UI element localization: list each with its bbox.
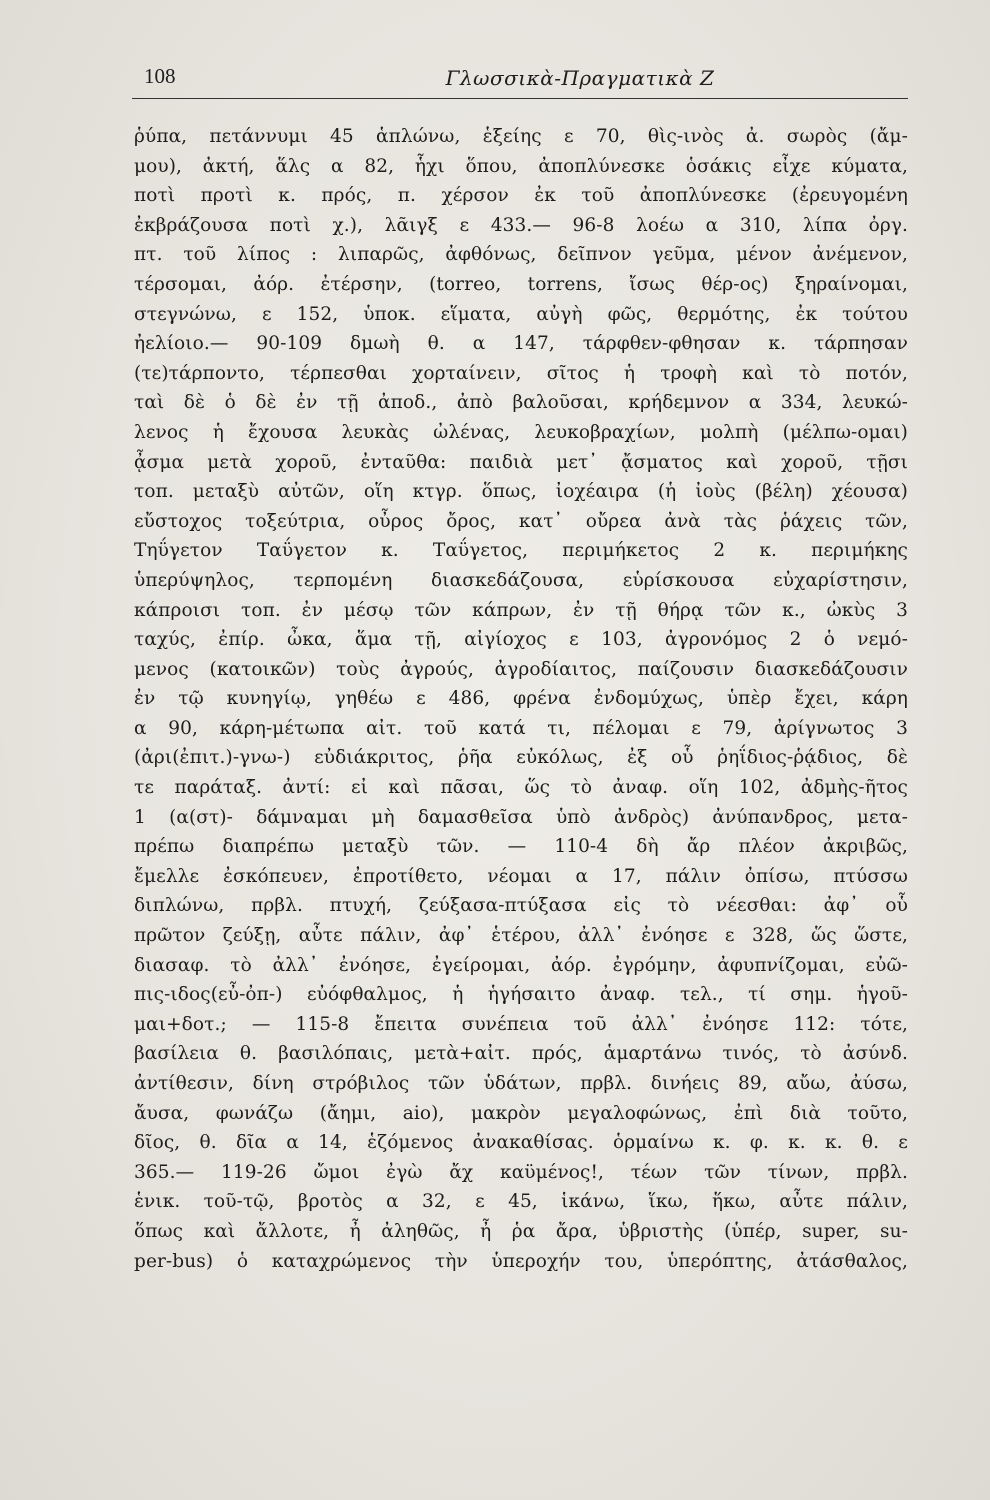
text-line: λενος ἡ ἔχουσα λευκὰς ὠλένας, λευκοβραχίων, μολπὴ (μέλπω-ομαι) — [134, 421, 908, 443]
text-line: α 90, κάρη-μέτωπα αἰτ. τοῦ κατά τι, πέλομαι ε 79, ἀρίγνωτος 3 — [134, 717, 908, 739]
text-line: πτ. τοῦ λίπος : λιπαρῶς, ἀφθόνως, δεῖπνον γεῦμα, μένον ἀνέμενον, — [134, 244, 908, 266]
text-line: εὔστοχος τοξεύτρια, οὖρος ὄρος, κατ᾽ οὔρεα ἀνὰ τὰς ῥάχεις τῶν, — [134, 510, 908, 532]
text-line: ᾆσμα μετὰ χοροῦ, ἐνταῦθα: παιδιὰ μετ᾽ ᾄσματος καὶ χοροῦ, τῇσι — [134, 451, 908, 473]
text-line: ταχύς, ἐπίρ. ὦκα, ἅμα τῇ, αἰγίοχος ε 103, ἀγρονόμος 2 ὁ νεμό- — [134, 629, 908, 651]
text-line: τε παράταξ. ἀντί: εἰ καὶ πᾶσαι, ὥς τὸ ἀναφ. οἵη 102, ἀδμὴς-ῆτος — [134, 777, 908, 799]
text-line: ὅπως καὶ ἄλλοτε, ἦ ἀληθῶς, ἦ ῥα ἄρα, ὑβριστὴς (ὑπέρ, super, su- — [134, 1220, 908, 1242]
text-line: πρῶτον ζεύξῃ, αὖτε πάλιν, ἀφ᾽ ἑτέρου, ἀλλ᾽ ἐνόησε ε 328, ὥς ὥστε, — [134, 925, 908, 947]
text-line: πρέπω διαπρέπω μεταξὺ τῶν. — 110-4 δὴ ἄρ πλέον ἀκριβῶς, — [134, 836, 908, 858]
text-line: ἐκβράζουσα ποτὶ χ.), λᾶιγξ ε 433.— 96-8 λοέω α 310, λίπα ὀργ. — [134, 214, 908, 236]
text-line: ἠελίοιο.— 90-109 δμωὴ θ. α 147, τάρφθεν-φθησαν κ. τάρπησαν — [134, 333, 908, 355]
text-line: per-bus) ὁ καταχρώμενος τὴν ὑπεροχήν του, ὑπερόπτης, ἀτάσθαλος, — [134, 1250, 908, 1272]
text-line: ἔμελλε ἐσκόπευεν, ἐπροτίθετο, νέομαι α 17, πάλιν ὀπίσω, πτύσσω — [134, 865, 908, 887]
text-line: στεγνώνω, ε 152, ὑποκ. εἵματα, αὐγὴ φῶς, θερμότης, ἐκ τούτου — [134, 303, 908, 325]
commentary-text — [134, 122, 908, 1276]
text-line: διασαφ. τὸ ἀλλ᾽ ἐνόησε, ἐγείρομαι, ἀόρ. ἐγρόμην, ἀφυπνίζομαι, εὐῶ- — [134, 954, 908, 976]
text-line: ῥύπα, πετάννυμι 45 ἁπλώνω, ἑξείης ε 70, θὶς-ινὸς ἀ. σωρὸς (ἄμ- — [134, 126, 908, 147]
page-header — [132, 62, 908, 99]
text-line: ἀντίθεσιν, δίνη στρόβιλος τῶν ὑδάτων, πρβλ. δινήεις 89, αὔω, ἀύσω, — [134, 1073, 908, 1094]
running-title: Γλωσσικὰ-Πραγματικὰ Ζ — [445, 66, 715, 90]
text-line: ὑπερύψηλος, τερπομένη διασκεδάζουσα, εὑρίσκουσα εὐχαρίστησιν, — [134, 569, 908, 591]
text-line: μαι+δοτ.; — 115-8 ἔπειτα συνέπεια τοῦ ἀλλ᾽ ἐνόησε 112: τότε, — [134, 1013, 908, 1035]
text-line: 1 (α(στ)- δάμναμαι μὴ δαμασθεῖσα ὑπὸ ἀνδρὸς) ἀνύπανδρος, μετα- — [134, 806, 908, 828]
text-line: ἄυσα, φωνάζω (ἄημι, aio), μακρὸν μεγαλοφώνως, ἐπὶ διὰ τοῦτο, — [134, 1102, 908, 1124]
text-line: Τηΰγετον Ταΰγετον κ. Ταΰγετος, περιμήκετος 2 κ. περιμήκης — [134, 540, 908, 562]
text-line: διπλώνω, πρβλ. πτυχή, ζεύξασα-πτύξασα εἰς τὸ νέεσθαι: ἀφ᾽ οὗ — [134, 895, 908, 917]
text-line: ταὶ δὲ ὁ δὲ ἐν τῇ ἀποδ., ἀπὸ βαλοῦσαι, κρήδεμνον α 334, λευκώ- — [134, 392, 908, 414]
text-line: (τε)τάρποντο, τέρπεσθαι χορταίνειν, σῖτος ἡ τροφὴ καὶ τὸ ποτόν, — [134, 362, 908, 384]
text-line: μου), ἀκτή, ἅλς α 82, ἧχι ὅπου, ἀποπλύνεσκε ὁσάκις εἶχε κύματα, — [134, 155, 908, 177]
page-number: 108 — [144, 64, 176, 88]
text-line: δῖος, θ. δῖα α 14, ἑζόμενος ἀνακαθίσας. ὁρμαίνω κ. φ. κ. κ. θ. ε — [134, 1132, 908, 1154]
text-line: ἑνικ. τοῦ-τῷ, βροτὸς α 32, ε 45, ἱκάνω, ἵκω, ἥκω, αὖτε πάλιν, — [134, 1191, 908, 1213]
text-line: ἐν τῷ κυνηγίῳ, γηθέω ε 486, φρένα ἐνδομύχως, ὑπὲρ ἔχει, κάρη — [134, 688, 908, 710]
text-line: κάπροισι τοπ. ἐν μέσῳ τῶν κάπρων, ἐν τῇ θήρᾳ τῶν κ., ὠκὺς 3 — [134, 599, 908, 621]
text-line: πις-ιδος(εὖ-ὀπ-) εὐόφθαλμος, ἡ ἡγήσαιτο ἀναφ. τελ., τί σημ. ἡγοῦ- — [134, 984, 908, 1006]
text-line: βασίλεια θ. βασιλόπαις, μετὰ+αἰτ. πρός, ἁμαρτάνω τινός, τὸ ἀσύνδ. — [134, 1043, 908, 1065]
text-line: 365.— 119-26 ὤμοι ἐγὼ ἄχ καϋμένος!, τέων τῶν τίνων, πρβλ. — [134, 1161, 908, 1183]
text-line: μενος (κατοικῶν) τοὺς ἀγρούς, ἀγροδίαιτος, παίζουσιν διασκεδάζουσιν — [134, 658, 908, 680]
text-line: ποτὶ προτὶ κ. πρός, π. χέρσον ἐκ τοῦ ἀποπλύνεσκε (ἐρευγομένη — [134, 185, 908, 207]
text-line: τέρσομαι, ἀόρ. ἐτέρσην, (torreo, torrens, ἴσως θέρ-ος) ξηραίνομαι, — [134, 273, 908, 295]
text-line: τοπ. μεταξὺ αὐτῶν, οἵη κτγρ. ὅπως, ἰοχέαιρα (ἡ ἰοὺς (βέλη) χέουσα) — [134, 481, 908, 503]
text-line: (ἀρι(ἐπιτ.)-γνω-) εὐδιάκριτος, ῥῆα εὐκόλως, ἐξ οὗ ῥηΐδιος-ῥᾴδιος, δὲ — [134, 747, 908, 769]
